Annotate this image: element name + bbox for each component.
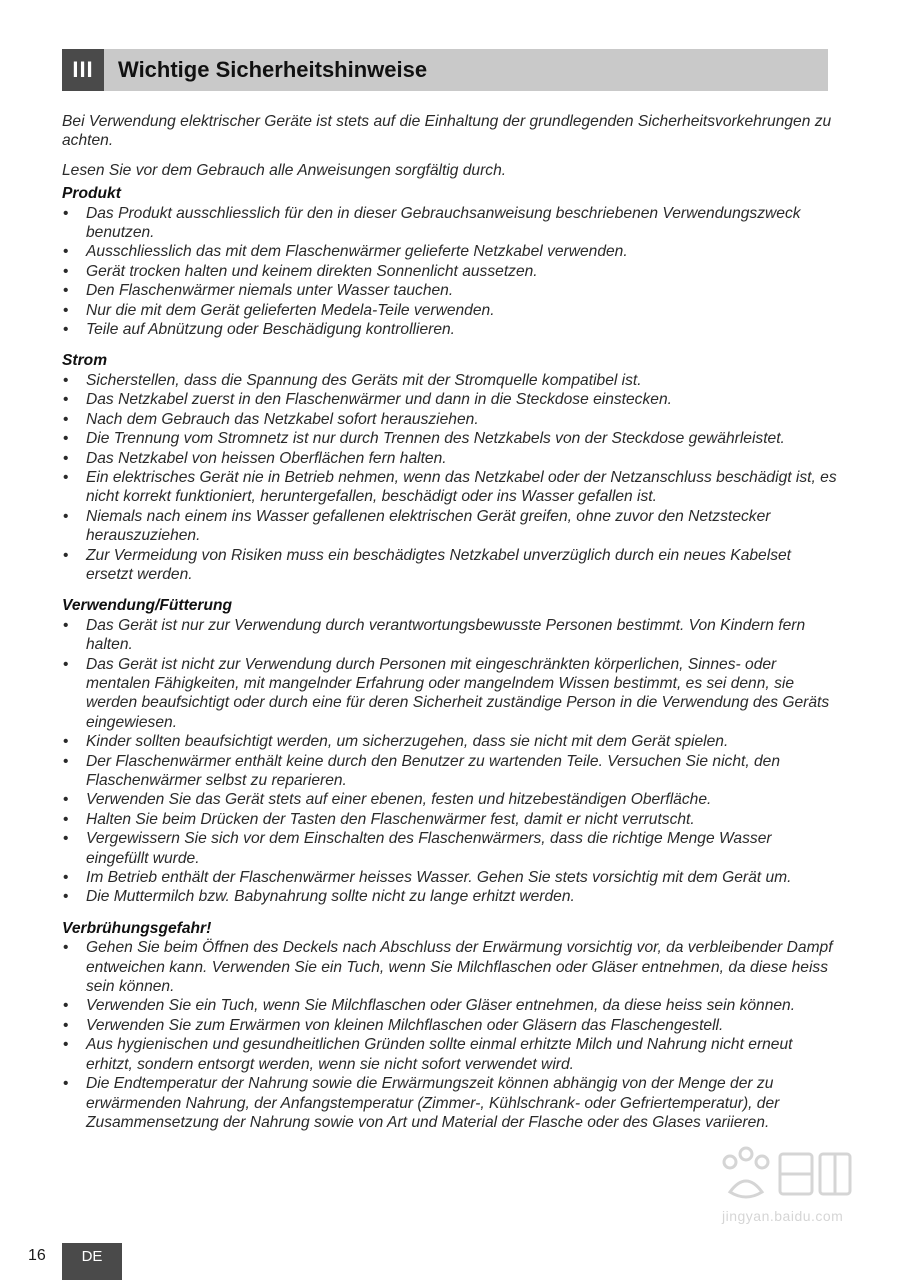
content-body [62,112,837,1132]
language-tab: DE [62,1243,122,1280]
list-item: • Ein elektrisches Gerät nie in Betrieb nehmen, wenn das Netzkabel oder der Netzanschluss beschädigt ist, es nicht korrekt funktioniert, heruntergefallen, beschädigt oder ins Wasser gefallen ist. [62,468,837,507]
section-verbruehungsgefahr [62,919,837,1132]
list-item: • Das Gerät ist nur zur Verwendung durch verantwortungsbewusste Personen bestimmt. Von Kindern fern halten. [62,616,837,655]
watermark [700,1140,860,1240]
bullet-list [62,616,837,907]
section-header [62,49,828,91]
list-item: • Gehen Sie beim Öffnen des Deckels nach Abschluss der Erwärmung vorsichtig vor, da verbleibender Dampf entweichen kann. Verwenden Sie ein Tuch, wenn Sie Milchflaschen oder Gläser entnehmen, da diese heiss sein können. [62,938,837,996]
list-item: • Das Netzkabel von heissen Oberflächen fern halten. [62,449,837,468]
page-number: 16 [28,1247,46,1264]
list-item: • Verwenden Sie zum Erwärmen von kleinen Milchflaschen oder Gläsern das Flaschengestell. [62,1016,837,1035]
list-item: • Zur Vermeidung von Risiken muss ein beschädigtes Netzkabel unverzüglich durch ein neues Kabelset ersetzt werden. [62,546,837,585]
list-item: • Das Gerät ist nicht zur Verwendung durch Personen mit eingeschränkten körperlichen, Sinnes- oder mentalen Fähigkeiten, mit mangelnder Erfahrung oder mangelndem Wissen bestimmt, es sei denn, sie werden beaufsichtigt oder durch eine für deren Sicherheit zuständige Person in die Verwendung des Geräts eingewiesen. [62,655,837,733]
baidu-paw-icon [700,1140,860,1210]
section-heading: Produkt [62,185,121,203]
section-heading: Verbrühungsgefahr! [62,919,212,937]
list-item: • Verwenden Sie ein Tuch, wenn Sie Milchflaschen oder Gläser entnehmen, da diese heiss sein können. [62,996,837,1015]
list-item: • Verwenden Sie das Gerät stets auf einer ebenen, festen und hitzebeständigen Oberfläche. [62,790,837,809]
list-item: • Aus hygienischen und gesundheitlichen Gründen sollte einmal erhitzte Milch und Nahrung nicht erneut erhitzt, sondern entsorgt werden, wenn sie nicht sofort verwendet wird. [62,1035,837,1074]
list-item: • Nur die mit dem Gerät gelieferten Medela-Teile verwenden. [62,301,837,320]
list-item: • Halten Sie beim Drücken der Tasten den Flaschenwärmer fest, damit er nicht verrutscht. [62,810,837,829]
list-item: • Die Endtemperatur der Nahrung sowie die Erwärmungszeit können abhängig von der Menge der zu erwärmenden Nahrung, der Anfangstemperatur (Zimmer-, Kühlschrank- oder Gefriertemperatur), der Zusammensetzung der Nahrung sowie von Art und Material der Flasche oder des Glases variieren. [62,1074,837,1132]
section-heading: Verwendung/Fütterung [62,597,233,615]
list-item: • Das Netzkabel zuerst in den Flaschenwärmer und dann in die Steckdose einstecken. [62,390,837,409]
intro-paragraph: Bei Verwendung elektrischer Geräte ist stets auf die Einhaltung der grundlegenden Sicherheitsvorkehrungen zu achten. [62,113,832,150]
section-number: III [62,49,104,91]
list-item: • Kinder sollten beaufsichtigt werden, um sicherzugehen, dass sie nicht mit dem Gerät spielen. [62,732,837,751]
list-item: • Die Trennung vom Stromnetz ist nur durch Trennen des Netzkabels von der Steckdose gewährleistet. [62,429,837,448]
list-item: • Teile auf Abnützung oder Beschädigung kontrollieren. [62,320,837,339]
list-item: • Sicherstellen, dass die Spannung des Geräts mit der Stromquelle kompatibel ist. [62,371,837,390]
list-item: • Der Flaschenwärmer enthält keine durch den Benutzer zu wartenden Teile. Versuchen Sie nicht, den Flaschenwärmer selbst zu reparieren. [62,752,837,791]
list-item: • Den Flaschenwärmer niemals unter Wasser tauchen. [62,281,837,300]
list-item: • Niemals nach einem ins Wasser gefallenen elektrischen Gerät greifen, ohne zuvor den Netzstecker herauszuziehen. [62,507,837,546]
bullet-list [62,938,837,1132]
list-item: • Ausschliesslich das mit dem Flaschenwärmer gelieferte Netzkabel verwenden. [62,242,837,261]
list-item: • Nach dem Gebrauch das Netzkabel sofort herausziehen. [62,410,837,429]
watermark-url: jingyan.baidu.com [722,1208,844,1224]
list-item: • Vergewissern Sie sich vor dem Einschalten des Flaschenwärmers, dass die richtige Menge Wasser eingefüllt wurde. [62,829,837,868]
page-title: Wichtige Sicherheitshinweise [118,57,428,82]
section-heading: Strom [62,352,108,370]
list-item: • Im Betrieb enthält der Flaschenwärmer heisses Wasser. Gehen Sie stets vorsichtig mit dem Gerät um. [62,868,837,887]
section-produkt [62,184,837,339]
list-item: • Die Muttermilch bzw. Babynahrung sollte nicht zu lange erhitzt werden. [62,887,837,906]
section-verwendung [62,596,837,907]
list-item: • Das Produkt ausschliesslich für den in dieser Gebrauchsanweisung beschriebenen Verwendungszweck benutzen. [62,204,837,243]
intro-paragraph: Lesen Sie vor dem Gebrauch alle Anweisungen sorgfältig durch. [62,161,507,179]
section-strom [62,351,837,584]
bullet-list [62,204,837,340]
list-item: • Gerät trocken halten und keinem direkten Sonnenlicht aussetzen. [62,262,837,281]
bullet-list [62,371,837,584]
